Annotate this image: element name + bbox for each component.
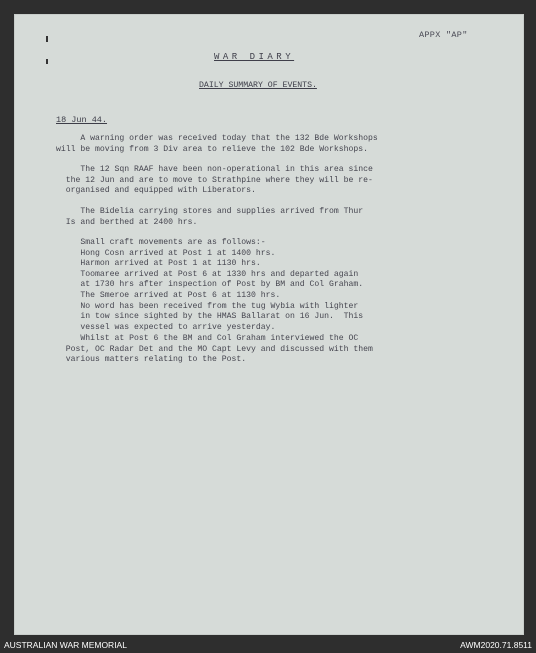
paragraph: The 12 Sqn RAAF have been non-operational in this area since the 12 Jun and are to move to Strathpine where they will be re- organised and equipped with Liberators. (65, 165, 373, 196)
entry-date: 18 Jun 44. (56, 115, 108, 125)
footer-institution: AUSTRALIAN WAR MEMORIAL (4, 640, 127, 650)
paragraph: The Bidelia carrying stores and supplies arrived from Thur Is and berthed at 2400 hrs. (65, 207, 364, 227)
paragraph: Whilst at Post 6 the BM and Col Graham interviewed the OC Post, OC Radar Det and the MO Capt Levy and discussed with them various matters relating to the Post. (65, 334, 373, 365)
document-subtitle: DAILY SUMMARY OF EVENTS. (199, 81, 317, 90)
footer-reference: AWM2020.71.8511 (460, 640, 532, 650)
paragraph: Small craft movements are as follows:- Hong Cosn arrived at Post 1 at 1400 hrs. Harmon arrived at Post 1 at 1130 hrs. Toomaree arrived at Post 6 at 1330 hrs and departed again at 1730 hrs after inspection of Post by BM and Col Graham. The Smeroe arrived at Post 6 at 1130 hrs. No word has been received from the tug Wybia with lighter in tow since sighted by the HMAS Ballarat on 16 Jun. This vessel was expected to arrive yesterday. (80, 238, 364, 332)
document-page (14, 14, 524, 635)
document-title: WAR DIARY (214, 52, 295, 62)
paragraph: A warning order was received today that the 132 Bde Workshops will be moving from 3 Div area to relieve the 102 Bde Workshops. (56, 134, 378, 154)
punch-mark (46, 36, 48, 42)
punch-mark (46, 59, 48, 64)
appendix-label: APPX "AP" (419, 30, 468, 40)
